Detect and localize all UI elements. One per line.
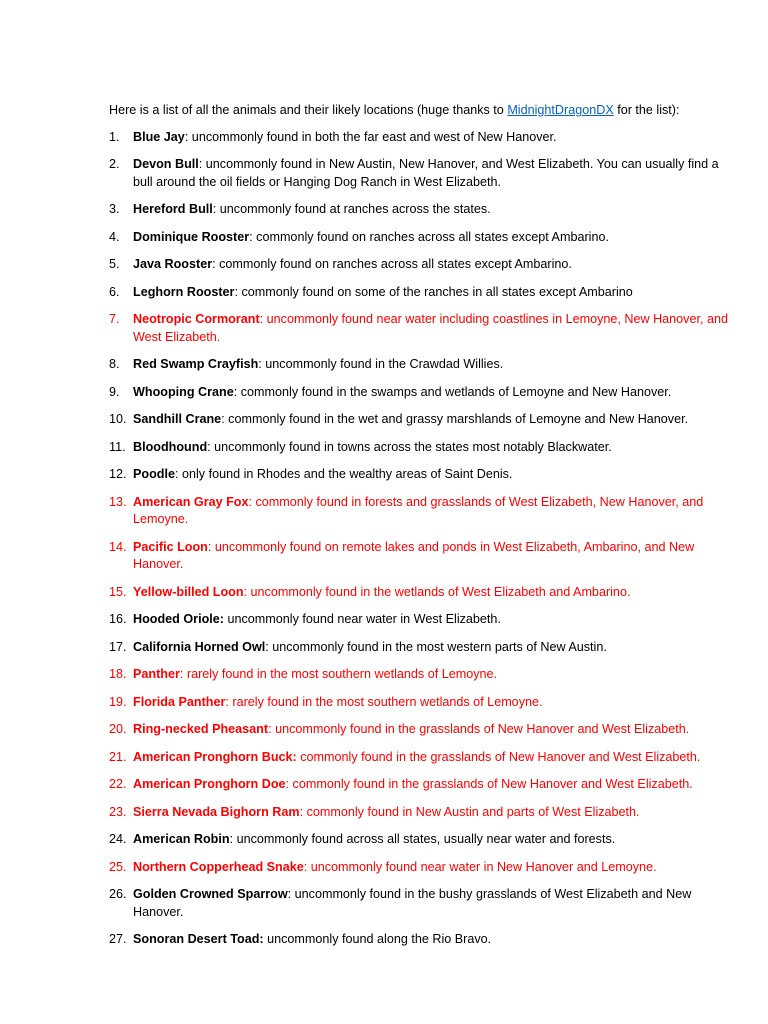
intro-text-before: Here is a list of all the animals and their likely locations (huge thanks to [109,103,508,117]
animal-description: : commonly found in forests and grasslands of West Elizabeth, New Hanover, and Lemoyne. [133,494,704,526]
animal-name: Bloodhound [133,439,208,454]
document-page [109,102,733,959]
animal-description: : uncommonly found on remote lakes and ponds in West Elizabeth, Ambarino, and New Hanover. [133,539,695,571]
list-item-number: 8. [109,357,120,371]
animal-description: : uncommonly found across all states, usually near water and forests. [229,832,616,846]
animal-name: Yellow-billed Loon [133,584,244,599]
animal-description: : commonly found on some of the ranches in all states except Ambarino [234,284,633,299]
animal-name: Golden Crowned Sparrow [133,887,288,901]
animal-name: Poodle [133,467,175,481]
animal-description: : uncommonly found near water in New Hanover and Lemoyne. [303,859,657,874]
list-item [109,284,733,302]
credit-link[interactable]: MidnightDragonDX [507,103,614,117]
animal-name: Neotropic Cormorant [133,312,260,326]
animal-name: Pacific Loon [133,539,208,554]
list-item-number: 2. [109,157,120,171]
intro-text-after: for the list): [613,103,680,117]
animal-list [109,129,733,949]
list-item-number: 19. [109,694,127,709]
list-item-number: 15. [109,584,127,599]
animal-name: Red Swamp Crayfish [133,357,259,371]
animal-name: Sandhill Crane [133,412,222,426]
animal-description: : commonly found on ranches across all states except Ambarino. [212,257,572,271]
list-item [109,129,733,147]
list-item [109,156,733,191]
list-item-number: 23. [109,804,127,819]
list-item [109,311,733,346]
animal-name: California Horned Owl [133,639,266,654]
list-item-number: 12. [109,467,127,481]
list-item [109,639,733,657]
list-item [109,229,733,247]
list-item [109,201,733,219]
animal-description: : uncommonly found in the Crawdad Willies. [258,357,504,371]
animal-description: : commonly found on ranches across all states except Ambarino. [249,229,609,244]
list-item [109,256,733,274]
list-item-number: 17. [109,639,127,654]
animal-description: : uncommonly found at ranches across the states. [212,202,491,216]
animal-description: : commonly found in New Austin and parts of West Elizabeth. [299,804,640,819]
list-item-number: 9. [109,384,120,399]
list-item [109,466,733,484]
animal-description: : uncommonly found in the wetlands of West Elizabeth and Ambarino. [243,584,631,599]
list-item-number: 1. [109,129,120,144]
list-item-number: 21. [109,749,127,764]
animal-description: commonly found in the grasslands of New Hanover and West Elizabeth. [296,749,701,764]
animal-description: : uncommonly found near water including coastlines in Lemoyne, New Hanover, and West Elizabeth. [133,312,728,344]
list-item-number: 3. [109,202,120,216]
list-item [109,666,733,684]
animal-name: Leghorn Rooster [133,284,235,299]
animal-description: : commonly found in the swamps and wetlands of Lemoyne and New Hanover. [233,384,672,399]
animal-name: American Pronghorn Buck: [133,749,297,764]
list-item-number: 6. [109,284,120,299]
animal-name: Hereford Bull [133,202,213,216]
list-item-number: 18. [109,667,127,681]
list-item [109,776,733,794]
list-item [109,694,733,712]
animal-description: : uncommonly found in the bushy grasslands of West Elizabeth and New Hanover. [133,887,692,919]
list-item [109,886,733,921]
animal-name: Whooping Crane [133,384,234,399]
list-item-number: 11. [109,439,126,454]
animal-name: Dominique Rooster [133,229,250,244]
animal-description: : rarely found in the most southern wetlands of Lemoyne. [225,694,543,709]
animal-description: uncommonly found along the Rio Bravo. [263,932,492,946]
animal-description: : uncommonly found in both the far east and west of New Hanover. [184,129,557,144]
list-item-number: 22. [109,777,127,791]
list-item [109,439,733,457]
animal-name: Sonoran Desert Toad: [133,932,264,946]
list-item-number: 27. [109,932,127,946]
animal-name: Devon Bull [133,157,199,171]
animal-name: Florida Panther [133,694,226,709]
intro-paragraph [109,102,733,120]
animal-name: Northern Copperhead Snake [133,859,304,874]
animal-description: : uncommonly found in the grasslands of New Hanover and West Elizabeth. [268,722,690,736]
list-item-number: 25. [109,859,127,874]
list-item-number: 24. [109,832,127,846]
list-item [109,539,733,574]
animal-description: : rarely found in the most southern wetlands of Lemoyne. [179,667,498,681]
list-item [109,804,733,822]
list-item-number: 20. [109,722,127,736]
list-item [109,584,733,602]
list-item-number: 4. [109,229,120,244]
animal-name: Panther [133,667,180,681]
animal-description: : uncommonly found in towns across the states most notably Blackwater. [207,439,612,454]
list-item [109,931,733,949]
animal-name: Sierra Nevada Bighorn Ram [133,804,300,819]
animal-name: Blue Jay [133,129,185,144]
list-item [109,749,733,767]
animal-name: American Gray Fox [133,494,249,509]
animal-description: : commonly found in the wet and grassy marshlands of Lemoyne and New Hanover. [221,412,689,426]
list-item [109,494,733,529]
list-item [109,411,733,429]
list-item [109,356,733,374]
list-item [109,859,733,877]
animal-description: : commonly found in the grasslands of New Hanover and West Elizabeth. [285,777,693,791]
list-item-number: 5. [109,257,120,271]
animal-name: Hooded Oriole: [133,612,224,626]
list-item-number: 14. [109,539,127,554]
list-item [109,384,733,402]
list-item-number: 10. [109,412,127,426]
animal-name: Java Rooster [133,257,213,271]
list-item [109,831,733,849]
animal-description: : uncommonly found in New Austin, New Hanover, and West Elizabeth. You can usually find a bull around the oil fields or Hanging Dog Ranch in West Elizabeth. [133,157,719,189]
animal-name: Ring-necked Pheasant [133,722,269,736]
animal-description: : only found in Rhodes and the wealthy areas of Saint Denis. [174,467,513,481]
list-item-number: 7. [109,312,120,326]
list-item-number: 26. [109,887,127,901]
animal-description: : uncommonly found in the most western parts of New Austin. [265,639,607,654]
list-item-number: 13. [109,494,127,509]
animal-name: American Pronghorn Doe [133,777,286,791]
list-item [109,721,733,739]
animal-description: uncommonly found near water in West Elizabeth. [223,612,501,626]
animal-name: American Robin [133,832,230,846]
list-item [109,611,733,629]
list-item-number: 16. [109,612,127,626]
